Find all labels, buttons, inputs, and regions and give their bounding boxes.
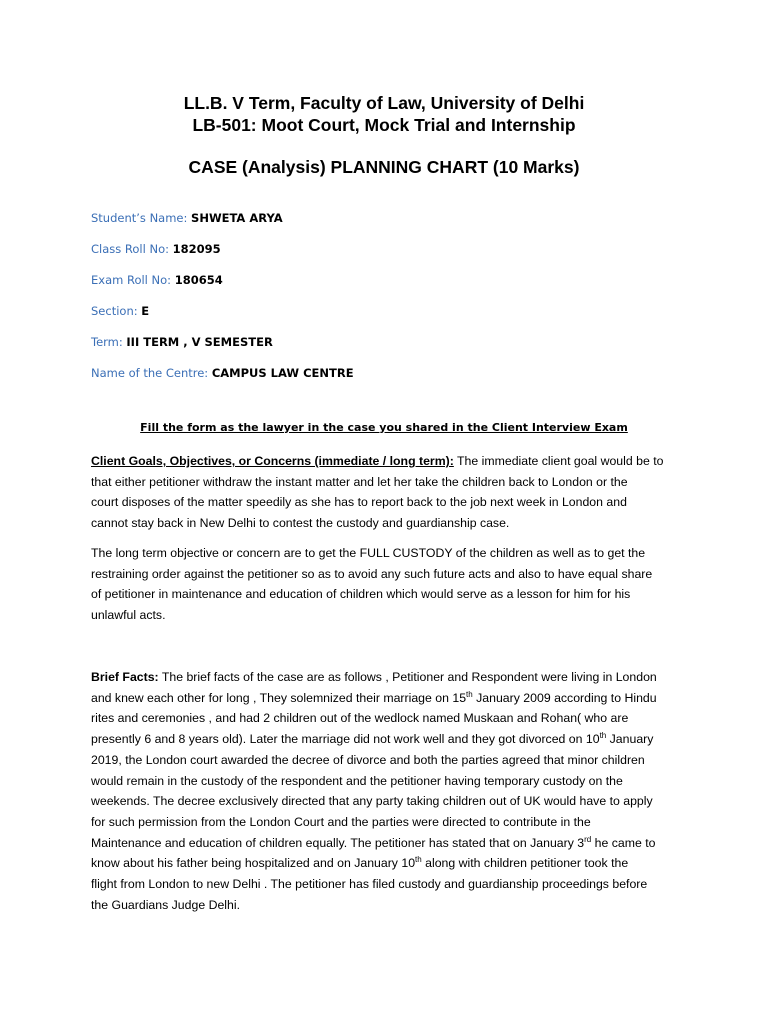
header-line-2: LB-501: Moot Court, Mock Trial and Internship — [192, 115, 576, 135]
ordinal-suffix: rd — [584, 834, 592, 844]
ordinal-suffix: th — [415, 855, 422, 865]
field-student-name — [91, 211, 691, 226]
field-exam-roll — [91, 273, 691, 288]
field-value: E — [141, 304, 150, 318]
field-term — [91, 335, 691, 350]
paragraph-line: for such permission from the London Court and the parties were directed to contribute in the — [91, 814, 591, 829]
field-value: 182095 — [172, 242, 221, 256]
chart-title: CASE (Analysis) PLANNING CHART (10 Marks) — [188, 157, 580, 177]
instruction-text: Fill the form as the lawyer in the case you shared in the Client Interview Exam — [140, 421, 628, 434]
paragraph-text: The immediate client goal would be to — [453, 454, 664, 468]
paragraph-text: presently 6 and 8 years old). Later the marriage did not work well and they got divorced on 10 — [91, 732, 600, 747]
paragraph-line: flight from London to new Delhi . The petitioner has filed custody and guardianship proceedings before — [91, 877, 648, 892]
ordinal-suffix: th — [466, 689, 473, 699]
field-centre — [91, 366, 691, 381]
paragraph-text: Maintenance and education of children equally. The petitioner has stated that on January 3 — [91, 835, 585, 850]
paragraph-line: of petitioner in maintenance and education of children which would serve as a lesson for him for his — [91, 587, 631, 602]
field-label: Exam Roll No: — [91, 273, 172, 287]
paragraph-line: unlawful acts. — [91, 608, 166, 623]
paragraph-line — [91, 667, 685, 688]
field-label: Class Roll No: — [91, 242, 169, 256]
paragraph-line: weekends. The decree exclusively directed that any party taking children out of UK would have to apply — [91, 794, 653, 809]
student-details — [91, 211, 691, 397]
paragraph-line: 2019, the London court awarded the decree of divorce and both the parties agreed that minor children — [91, 752, 645, 767]
paragraph-text: The brief facts of the case are as follows , Petitioner and Respondent were living in London — [158, 670, 657, 684]
paragraph-line: the Guardians Judge Delhi. — [91, 897, 241, 912]
field-section — [91, 304, 691, 319]
paragraph-line: cannot stay back in New Delhi to contest the custody and guardianship case. — [91, 516, 510, 531]
client-goals-paragraph — [91, 451, 685, 534]
document-header — [0, 92, 768, 136]
paragraph-line: court disposes of the matter speedily as she has to report back to the job next week in London and — [91, 495, 627, 510]
brief-facts-paragraph — [91, 667, 685, 915]
paragraph-line: that either petitioner withdraw the instant matter and let her take the children back to London or the — [91, 474, 628, 489]
field-value: III TERM , V SEMESTER — [126, 335, 273, 349]
paragraph-line — [91, 833, 685, 854]
field-label: Name of the Centre: — [91, 366, 209, 380]
long-term-paragraph — [91, 543, 685, 626]
field-class-roll — [91, 242, 691, 257]
paragraph-text: along with children petitioner took the — [421, 856, 629, 871]
paragraph-line: The long term objective or concern are to get the FULL CUSTODY of the children as well as to get the — [91, 546, 646, 560]
ordinal-suffix: th — [599, 731, 607, 741]
paragraph-text: January 2009 according to Hindu — [472, 690, 657, 705]
header-line-1: LL.B. V Term, Faculty of Law, University of Delhi — [183, 93, 585, 113]
paragraph-line: restraining order against the petitioner so as to avoid any such future acts and also to have equal share — [91, 566, 653, 581]
field-label: Term: — [91, 335, 123, 349]
paragraph-text: he came to — [591, 835, 656, 850]
paragraph-line: would remain in the custody of the respondent and the petitioner having temporary custody on the — [91, 773, 623, 788]
paragraph-text: and knew each other for long , They solemnized their marriage on 15 — [91, 690, 467, 705]
paragraph-text: know about his father being hospitalized and on January 10 — [91, 856, 416, 871]
brief-facts-heading: Brief Facts: — [91, 670, 159, 684]
paragraph-line: rites and ceremonies , and had 2 children out of the wedlock named Muskaan and Rohan( who are — [91, 711, 629, 726]
field-label: Section: — [91, 304, 138, 318]
field-value: SHWETA ARYA — [191, 211, 283, 225]
field-label: Student’s Name: — [91, 211, 188, 225]
client-goals-heading: Client Goals, Objectives, or Concerns (immediate / long term): — [91, 454, 454, 468]
paragraph-line — [91, 729, 685, 750]
paragraph-text: January — [606, 732, 654, 747]
paragraph-line — [91, 451, 685, 472]
field-value: CAMPUS LAW CENTRE — [211, 366, 354, 380]
field-value: 180654 — [174, 273, 223, 287]
paragraph-line — [91, 688, 685, 709]
paragraph-line — [91, 853, 685, 874]
